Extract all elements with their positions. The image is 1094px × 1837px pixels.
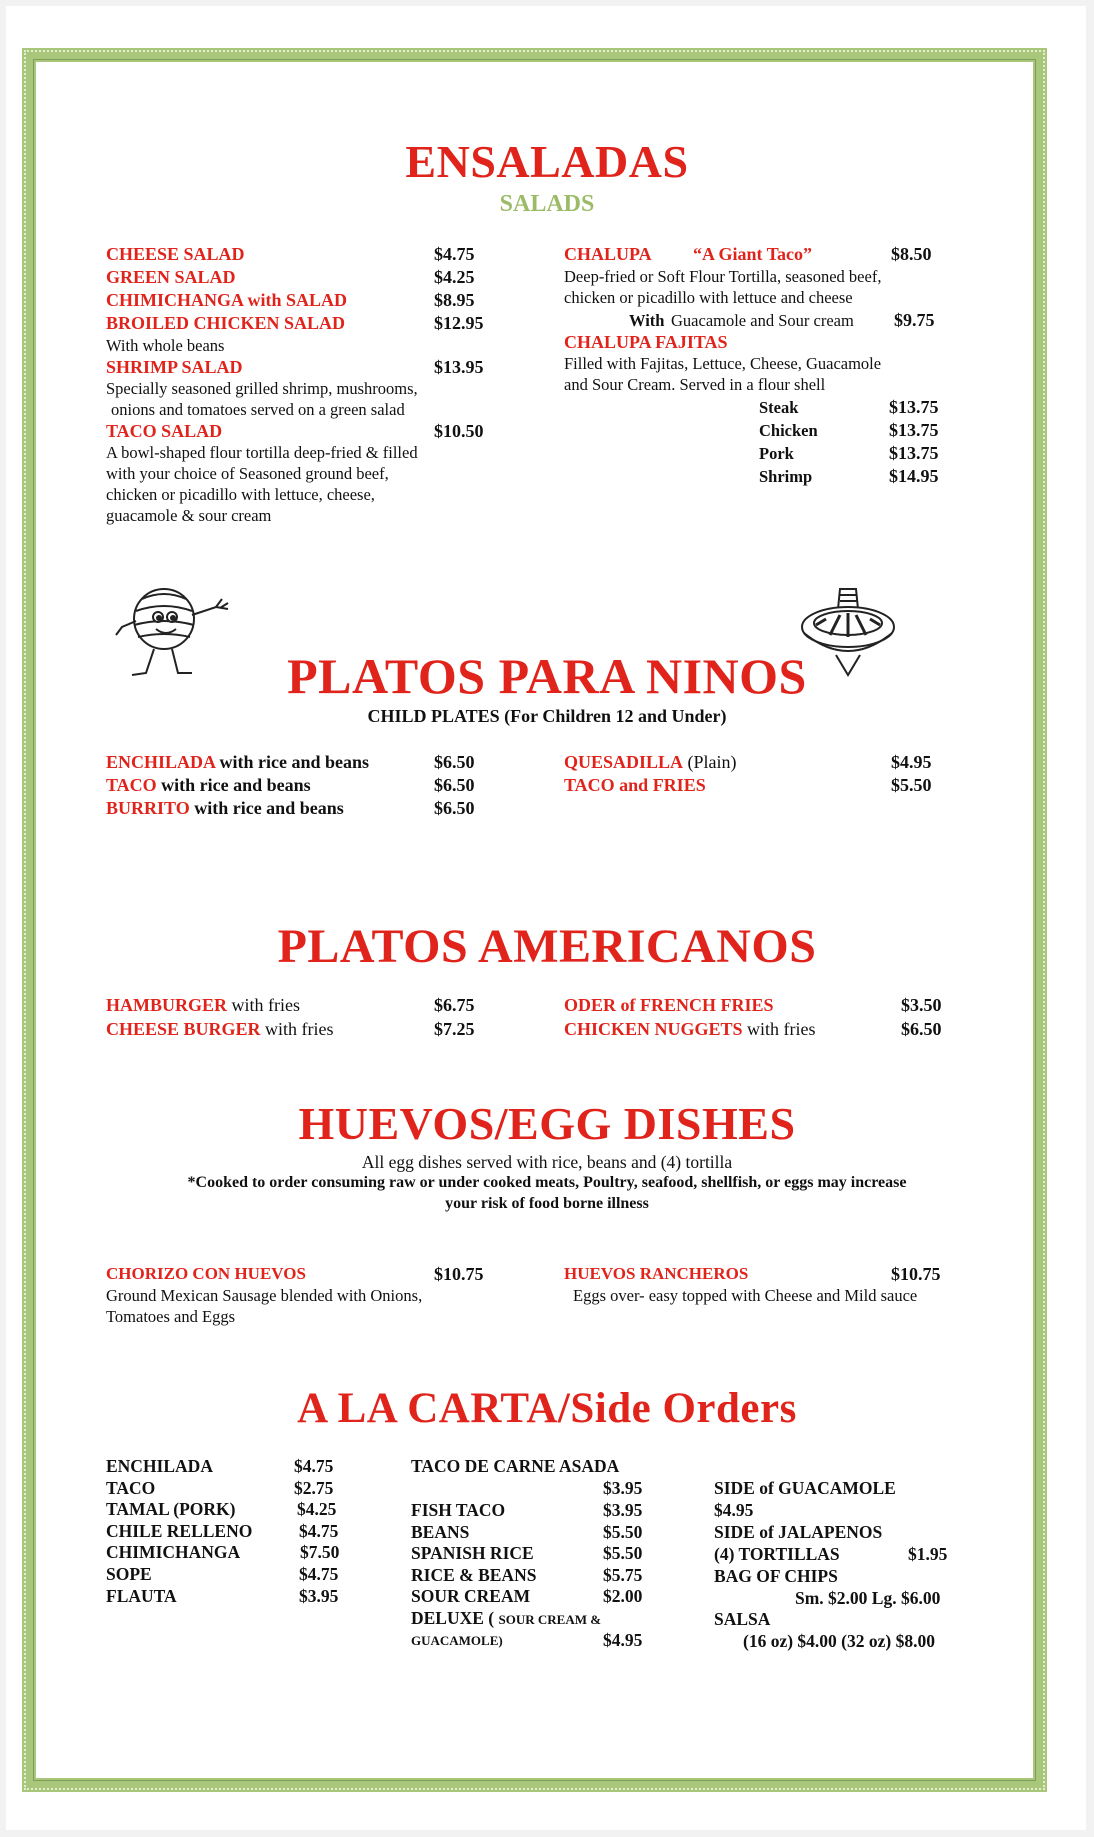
carta-salsa: SALSA bbox=[714, 1609, 771, 1629]
chorizo-desc-line1: Ground Mexican Sausage blended with Onions, bbox=[106, 1286, 423, 1305]
green-salad: GREEN SALAD bbox=[106, 267, 236, 287]
fajitas-shrimp: Shrimp bbox=[759, 467, 813, 486]
ninos-quesadilla-name: QUESADILLA bbox=[564, 752, 684, 772]
carta-deluxe-detail-2: GUACAMOLE) bbox=[411, 1633, 503, 1648]
shrimp-salad-price: $13.95 bbox=[434, 357, 484, 377]
carta-column-1 bbox=[106, 1456, 252, 1607]
chalupa-desc-line1: Deep-fried or Soft Flour Tortilla, seasoned beef, bbox=[564, 267, 882, 286]
ninos-taco-rest: with rice and beans bbox=[156, 775, 311, 795]
broiled-chicken-desc: With whole beans bbox=[106, 336, 225, 355]
carta-item: SOUR CREAM bbox=[411, 1586, 531, 1607]
carta-column-1-prices bbox=[294, 1456, 339, 1607]
ninos-burrito-price: $6.50 bbox=[434, 798, 475, 818]
carta-item: CHIMICHANGA bbox=[106, 1542, 241, 1563]
fajitas-steak-price: $13.75 bbox=[889, 397, 939, 417]
chalupa-desc-line2: chicken or picadillo with lettuce and cheese bbox=[564, 288, 853, 307]
carta-item-price: $5.50 bbox=[603, 1543, 643, 1564]
carta-deluxe bbox=[411, 1608, 601, 1629]
ninos-enchilada-name: ENCHILADA bbox=[106, 752, 216, 772]
carta-item: RICE & BEANS bbox=[411, 1564, 537, 1585]
shrimp-desc-line1: Specially seasoned grilled shrimp, mushrooms, bbox=[106, 379, 418, 398]
chalupa-fajitas: CHALUPA FAJITAS bbox=[564, 332, 728, 352]
carta-item-price: $3.95 bbox=[299, 1585, 339, 1606]
green-salad-price: $4.25 bbox=[434, 267, 475, 287]
chicken-nuggets-rest: with fries bbox=[742, 1019, 816, 1039]
ninos-title: PLATOS PARA NINOS bbox=[287, 648, 807, 704]
carta-asada: TACO DE CARNE ASADA bbox=[411, 1456, 620, 1476]
shrimp-desc-line2: onions and tomatoes served on a green salad bbox=[111, 400, 405, 419]
hamburger-rest: with fries bbox=[227, 995, 300, 1015]
cheese-burger-name: CHEESE BURGER bbox=[106, 1019, 261, 1039]
shrimp-salad: SHRIMP SALAD bbox=[106, 357, 243, 377]
ninos-quesadilla bbox=[564, 752, 737, 773]
fajitas-chicken-price: $13.75 bbox=[889, 420, 939, 440]
ninos-enchilada-price: $6.50 bbox=[434, 752, 475, 772]
chicken-nuggets bbox=[564, 1019, 816, 1040]
ensaladas-title: ENSALADAS bbox=[405, 136, 689, 187]
hamburger-price: $6.75 bbox=[434, 995, 475, 1015]
carta-item: CHILE RELLENO bbox=[106, 1520, 253, 1541]
carta-title: A LA CARTA/Side Orders bbox=[297, 1385, 797, 1432]
carta-item-price: $4.75 bbox=[299, 1563, 339, 1584]
cheese-salad: CHEESE SALAD bbox=[106, 244, 245, 264]
carta-chips: BAG OF CHIPS bbox=[714, 1566, 838, 1586]
ninos-burrito bbox=[106, 798, 344, 819]
taco-desc-line2: with your choice of Seasoned ground beef, bbox=[106, 464, 389, 483]
ninos-taco bbox=[106, 775, 311, 796]
carta-item-price: $2.00 bbox=[603, 1586, 643, 1607]
carta-item-price: $4.75 bbox=[294, 1456, 334, 1476]
hamburger bbox=[106, 995, 300, 1016]
chorizo-desc-line2: Tomatoes and Eggs bbox=[106, 1307, 235, 1326]
chalupa-with: With bbox=[629, 311, 665, 330]
carta-deluxe-detail: SOUR CREAM & bbox=[498, 1612, 602, 1627]
huevos-title: HUEVOS/EGG DISHES bbox=[298, 1098, 796, 1149]
carta-guacamole: SIDE of GUACAMOLE bbox=[714, 1478, 896, 1498]
americanos-title: PLATOS AMERICANOS bbox=[277, 920, 817, 973]
carta-item: BEANS bbox=[411, 1521, 470, 1542]
fajitas-desc-line2: and Sour Cream. Served in a flour shell bbox=[564, 375, 826, 394]
carta-tortillas-price: $1.95 bbox=[908, 1544, 948, 1564]
chalupa-with-price: $9.75 bbox=[894, 310, 935, 330]
cheese-burger-price: $7.25 bbox=[434, 1019, 475, 1039]
fajitas-desc-line1: Filled with Fajitas, Lettuce, Cheese, Guacamole bbox=[564, 354, 882, 373]
ninos-taco-fries: TACO and FRIES bbox=[564, 775, 706, 795]
chicken-nuggets-price: $6.50 bbox=[901, 1019, 942, 1039]
french-fries: ODER of FRENCH FRIES bbox=[564, 995, 774, 1015]
rancheros-price: $10.75 bbox=[891, 1264, 941, 1284]
huevos-rancheros: HUEVOS RANCHEROS bbox=[564, 1264, 749, 1283]
huevos-warning-line2: your risk of food borne illness bbox=[445, 1195, 649, 1212]
carta-item-price: $3.95 bbox=[603, 1500, 643, 1520]
chorizo-con-huevos: CHORIZO CON HUEVOS bbox=[106, 1264, 306, 1283]
fajitas-pork: Pork bbox=[759, 444, 794, 463]
ninos-enchilada bbox=[106, 752, 369, 773]
taco-desc-line4: guacamole & sour cream bbox=[106, 506, 272, 525]
carta-item: SPANISH RICE bbox=[411, 1543, 534, 1564]
fajitas-chicken: Chicken bbox=[759, 421, 818, 440]
chalupa-tag: “A Giant Taco” bbox=[693, 244, 813, 264]
carta-chips-sizes: Sm. $2.00 Lg. $6.00 bbox=[795, 1588, 941, 1608]
taco-salad: TACO SALAD bbox=[106, 421, 223, 441]
chalupa-with-rest: Guacamole and Sour cream bbox=[671, 311, 854, 330]
carta-item-price: $5.50 bbox=[603, 1521, 643, 1542]
carta-salsa-sizes: (16 oz) $4.00 (32 oz) $8.00 bbox=[743, 1631, 935, 1651]
ninos-taco-price: $6.50 bbox=[434, 775, 475, 795]
ninos-quesadilla-rest: (Plain) bbox=[683, 752, 737, 772]
carta-item-price: $5.75 bbox=[603, 1564, 643, 1585]
ninos-taco-name: TACO bbox=[106, 775, 157, 795]
huevos-warning-line1: *Cooked to order consuming raw or under cooked meats, Poultry, seafood, shellfish, or eggs may increase bbox=[187, 1174, 907, 1191]
huevos-note: All egg dishes served with rice, beans and (4) tortilla bbox=[361, 1152, 733, 1172]
ninos-quesadilla-price: $4.95 bbox=[891, 752, 932, 772]
ninos-taco-fries-price: $5.50 bbox=[891, 775, 932, 795]
carta-column-2 bbox=[411, 1500, 536, 1608]
carta-item-price: $4.25 bbox=[297, 1499, 337, 1520]
carta-guacamole-price: $4.95 bbox=[714, 1500, 754, 1520]
carta-item-price: $7.50 bbox=[300, 1542, 340, 1563]
chalupa: CHALUPA bbox=[564, 244, 652, 264]
carta-tortillas: (4) TORTILLAS bbox=[714, 1544, 840, 1564]
french-fries-price: $3.50 bbox=[901, 995, 942, 1015]
carta-item: TAMAL (PORK) bbox=[106, 1499, 236, 1520]
carta-column-2-prices bbox=[603, 1500, 642, 1608]
carta-jalapenos: SIDE of JALAPENOS bbox=[714, 1522, 883, 1542]
chimichanga-salad: CHIMICHANGA with SALAD bbox=[106, 290, 348, 310]
fajitas-pork-price: $13.75 bbox=[889, 443, 939, 463]
chorizo-price: $10.75 bbox=[434, 1264, 484, 1284]
carta-item: TACO bbox=[106, 1477, 156, 1498]
carta-item-price: $2.75 bbox=[294, 1477, 334, 1498]
carta-item-price: $4.75 bbox=[299, 1520, 339, 1541]
carta-item: ENCHILADA bbox=[106, 1456, 213, 1476]
ninos-burrito-rest: with rice and beans bbox=[189, 798, 344, 818]
cheese-burger bbox=[106, 1019, 334, 1040]
cheese-burger-rest: with fries bbox=[260, 1019, 334, 1039]
salads-subtitle: SALADS bbox=[499, 191, 595, 217]
carta-item: SOPE bbox=[106, 1563, 152, 1584]
carta-deluxe-name: DELUXE ( bbox=[411, 1608, 495, 1628]
taco-desc-line1: A bowl-shaped flour tortilla deep-fried & filled bbox=[106, 443, 418, 462]
carta-item: FLAUTA bbox=[106, 1585, 177, 1606]
ninos-subtitle: CHILD PLATES (For Children 12 and Under) bbox=[367, 706, 727, 726]
fajitas-steak: Steak bbox=[759, 398, 799, 417]
taco-desc-line3: chicken or picadillo with lettuce, cheese, bbox=[106, 485, 375, 504]
chimichanga-salad-price: $8.95 bbox=[434, 290, 475, 310]
chalupa-price: $8.50 bbox=[891, 244, 932, 264]
chicken-nuggets-name: CHICKEN NUGGETS bbox=[564, 1019, 743, 1039]
rancheros-desc: Eggs over- easy topped with Cheese and Mild sauce bbox=[573, 1286, 918, 1305]
ninos-burrito-name: BURRITO bbox=[106, 798, 190, 818]
fajitas-shrimp-price: $14.95 bbox=[889, 466, 939, 486]
cheese-salad-price: $4.75 bbox=[434, 244, 475, 264]
taco-salad-price: $10.50 bbox=[434, 421, 484, 441]
broiled-chicken-salad-price: $12.95 bbox=[434, 313, 484, 333]
carta-item: FISH TACO bbox=[411, 1500, 506, 1520]
carta-deluxe-price: $4.95 bbox=[603, 1630, 643, 1650]
ninos-enchilada-rest: with rice and beans bbox=[215, 752, 370, 772]
broiled-chicken-salad: BROILED CHICKEN SALAD bbox=[106, 313, 346, 333]
carta-asada-price: $3.95 bbox=[603, 1478, 643, 1498]
hamburger-name: HAMBURGER bbox=[106, 995, 227, 1015]
